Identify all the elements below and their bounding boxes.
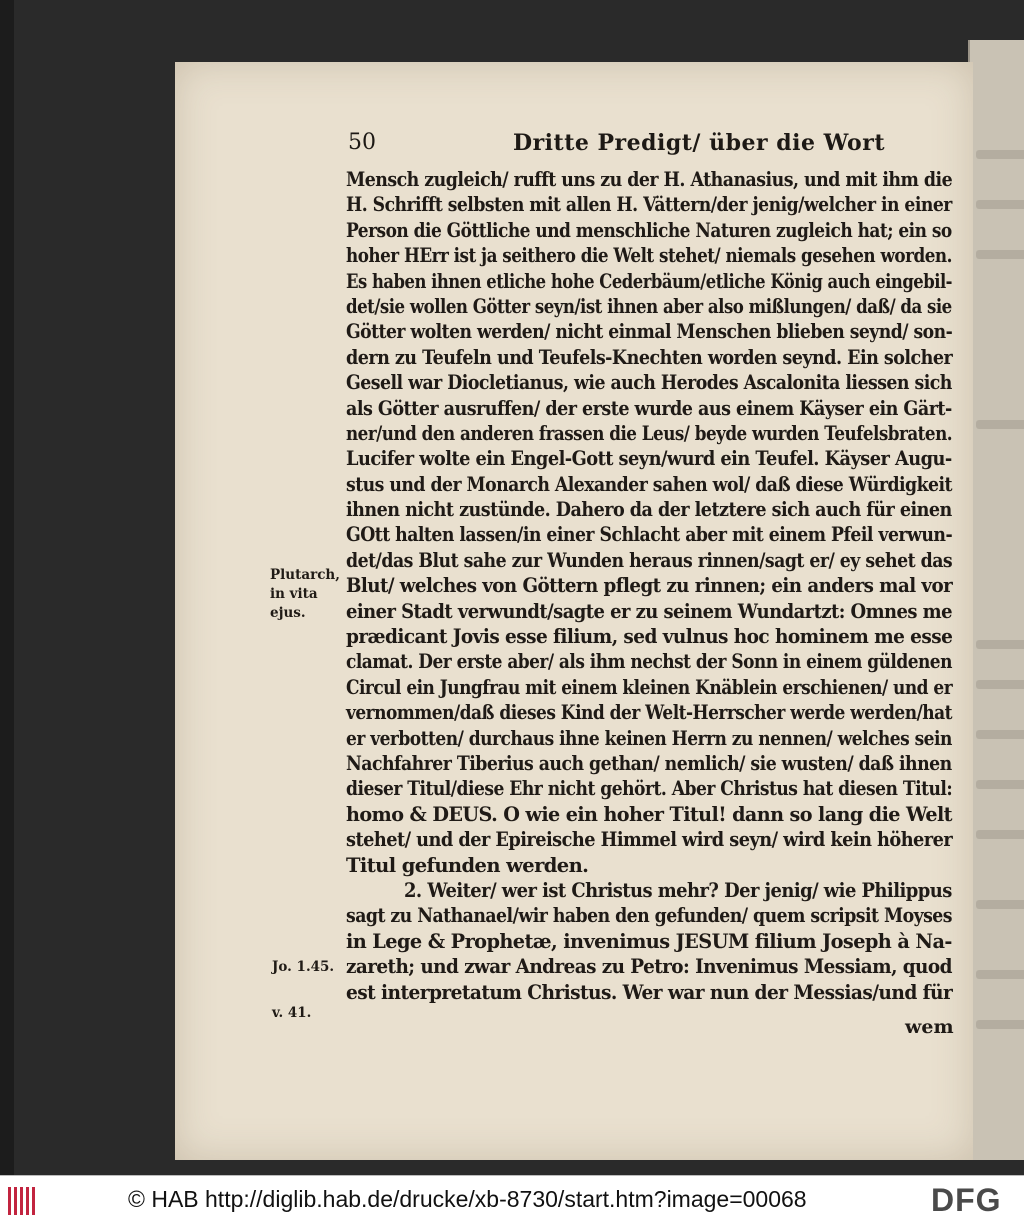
text-line: Person die Göttliche und menschliche Naturen zugleich hat; ein so	[346, 218, 952, 242]
text-line: det/sie wollen Götter seyn/ist ihnen aber also mißlungen/ daß/ da sie	[346, 294, 952, 318]
page-number: 50	[348, 130, 376, 155]
text-line: sagt zu Nathanael/wir haben den gefunden/ quem scripsit Moyses	[346, 904, 952, 928]
text-line: Lucifer wolte ein Engel-Gott seyn/wurd ein Teufel. Käyser Augu-	[346, 447, 952, 471]
text-line: dern zu Teufeln und Teufels-Knechten worden seynd. Ein solcher	[346, 345, 953, 369]
text-line: ihnen nicht zustünde. Dahero da der letztere sich auch für einen	[346, 498, 952, 522]
text-line: homo & DEUS. O wie ein hoher Titul! dann so lang die Welt	[346, 802, 952, 826]
text-line: in Lege & Prophetæ, invenimus JESUM filium Joseph à Na-	[346, 929, 952, 953]
book-edge	[0, 0, 14, 1175]
text-line: Circul ein Jungfrau mit einem kleinen Knäblein erschienen/ und er	[346, 675, 953, 699]
text-line: est interpretatum Christus. Wer war nun der Messias/und für	[346, 980, 953, 1004]
text-line: Götter wolten werden/ nicht einmal Menschen blieben seynd/ son-	[346, 320, 953, 344]
text-line: stehet/ und der Epireische Himmel wird seyn/ wird kein höherer	[346, 828, 953, 852]
text-line: 2. Weiter/ wer ist Christus mehr? Der jenig/ wie Philippus	[404, 878, 952, 902]
running-head: Dritte Predigt/ über die Wort	[513, 130, 885, 156]
margin-note-line: ejus.	[270, 605, 306, 621]
text-line: GOtt halten lassen/in einer Schlacht aber mit einem Pfeil verwun-	[346, 523, 953, 547]
adjacent-page	[968, 40, 1024, 1160]
text-line: H. Schrifft selbsten mit allen H. Vättern/der jenig/welcher in einer	[346, 193, 952, 217]
text-line: dieser Titul/diese Ehr nicht gehört. Aber Christus hat diesen Titul:	[346, 777, 953, 801]
text-line: Nachfahrer Tiberius auch gethan/ nemlich/ sie wusten/ daß ihnen	[346, 751, 952, 775]
text-line: einer Stadt verwundt/sagte er zu seinem Wundartzt: Omnes me	[346, 599, 953, 623]
text-line: er verbotten/ durchaus ihne keinen Herrn zu nennen/ welches sein	[346, 726, 952, 750]
text-line: Mensch zugleich/ rufft uns zu der H. Athanasius, und mit ihm die	[346, 168, 953, 191]
footer-bar	[0, 1175, 1024, 1224]
margin-note-line: Plutarch,	[270, 567, 340, 583]
catchword: wem	[905, 1016, 954, 1038]
margin-note-jo: Jo. 1.45.	[272, 959, 335, 975]
margin-note-v41: v. 41.	[272, 1005, 312, 1021]
text-line: Titul gefunden werden.	[346, 853, 589, 877]
text-line: clamat. Der erste aber/ als ihm nechst der Sonn in einem güldenen	[346, 650, 952, 674]
margin-note-plutarch	[270, 566, 340, 623]
text-line: vernommen/daß dieses Kind der Welt-Herrscher werde werden/hat	[346, 701, 952, 725]
text-line: ner/und den anderen frassen die Leus/ beyde wurden Teufelsbraten.	[346, 421, 953, 445]
credit-link[interactable]: © HAB http://diglib.hab.de/drucke/xb-8730/start.htm?image=00068	[128, 1186, 807, 1212]
text-line: prædicant Jovis esse filium, sed vulnus hoc hominem me esse	[346, 625, 953, 649]
text-line: stus und der Monarch Alexander sahen wol/ daß diese Würdigkeit	[346, 472, 952, 496]
text-line: zareth; und zwar Andreas zu Petro: Invenimus Messiam, quod	[346, 955, 952, 979]
text-line: Blut/ welches von Göttern pflegt zu rinnen; ein anders mal vor	[346, 574, 953, 598]
text-line: det/das Blut sahe zur Wunden heraus rinnen/sagt er/ ey sehet das	[346, 548, 953, 572]
text-line: als Götter ausruffen/ der erste wurde aus einem Käyser ein Gärt-	[346, 396, 952, 420]
hab-logo-icon	[8, 1187, 38, 1215]
text-line: hoher HErr ist ja seithero die Welt stehet/ niemals gesehen worden.	[346, 244, 952, 268]
margin-note-line: in vita	[270, 586, 318, 602]
text-line: Es haben ihnen etliche hohe Cederbäum/etliche König auch eingebil-	[346, 269, 952, 293]
body-text	[346, 167, 958, 1005]
text-line: Gesell war Diocletianus, wie auch Herodes Ascalonita liessen sich	[346, 371, 952, 395]
page-header	[348, 130, 948, 160]
dfg-logo: DFG	[931, 1182, 1002, 1218]
